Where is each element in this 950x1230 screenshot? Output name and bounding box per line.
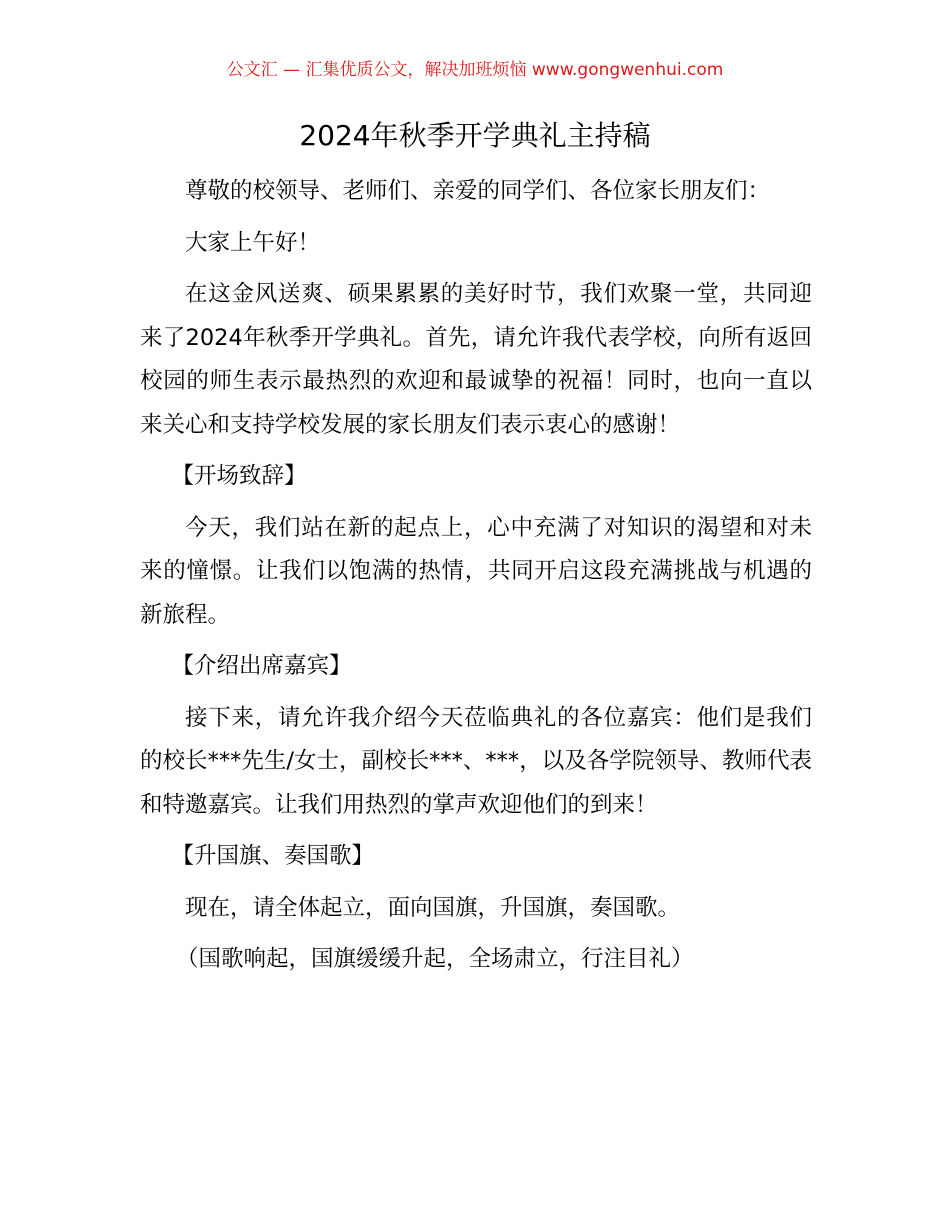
guests-paragraph: 接下来，请允许我介绍今天莅临典礼的各位嘉宾：他们是我们的校长***先生/女士，副校长***、***，以及各学院领导、教师代表和特邀嘉宾。让我们用热烈的掌声欢迎他们的到来！ (140, 704, 812, 818)
opening-speech-paragraph: 今天，我们站在新的起点上，心中充满了对知识的渴望和对未来的憧憬。让我们以饱满的热情，共同开启这段充满挑战与机遇的新旅程。 (140, 514, 812, 628)
flag-anthem-paragraph: 现在，请全体起立，面向国旗，升国旗，奏国歌。 (185, 894, 681, 921)
document-title: 2024年秋季开学典礼主持稿 (299, 119, 651, 152)
flag-anthem-stage-note: （国歌响起，国旗缓缓升起，全场肃立，行注目礼） (176, 946, 694, 972)
greeting-paragraph: 大家上午好！ (185, 229, 321, 256)
section-heading-guests: 【介绍出席嘉宾】 (171, 653, 352, 679)
section-heading-flag-anthem: 【升国旗、奏国歌】 (171, 843, 375, 869)
section-heading-opening-speech: 【开场致辞】 (171, 463, 307, 489)
header-banner: 公文汇 — 汇集优质公文，解决加班烦恼 www.gongwenhui.com (226, 60, 724, 80)
intro-paragraph: 在这金风送爽、硕果累累的美好时节，我们欢聚一堂，共同迎来了2024年秋季开学典礼。首先，请允许我代表学校，向所有返回校园的师生表示最热烈的欢迎和最诚挚的祝福！同时，也向一直以来关心和支持学校发展的家长朋友们表示衷心的感谢！ (140, 281, 812, 438)
salutation-paragraph: 尊敬的校领导、老师们、亲爱的同学们、各位家长朋友们： (185, 178, 771, 204)
document-body (140, 170, 812, 990)
